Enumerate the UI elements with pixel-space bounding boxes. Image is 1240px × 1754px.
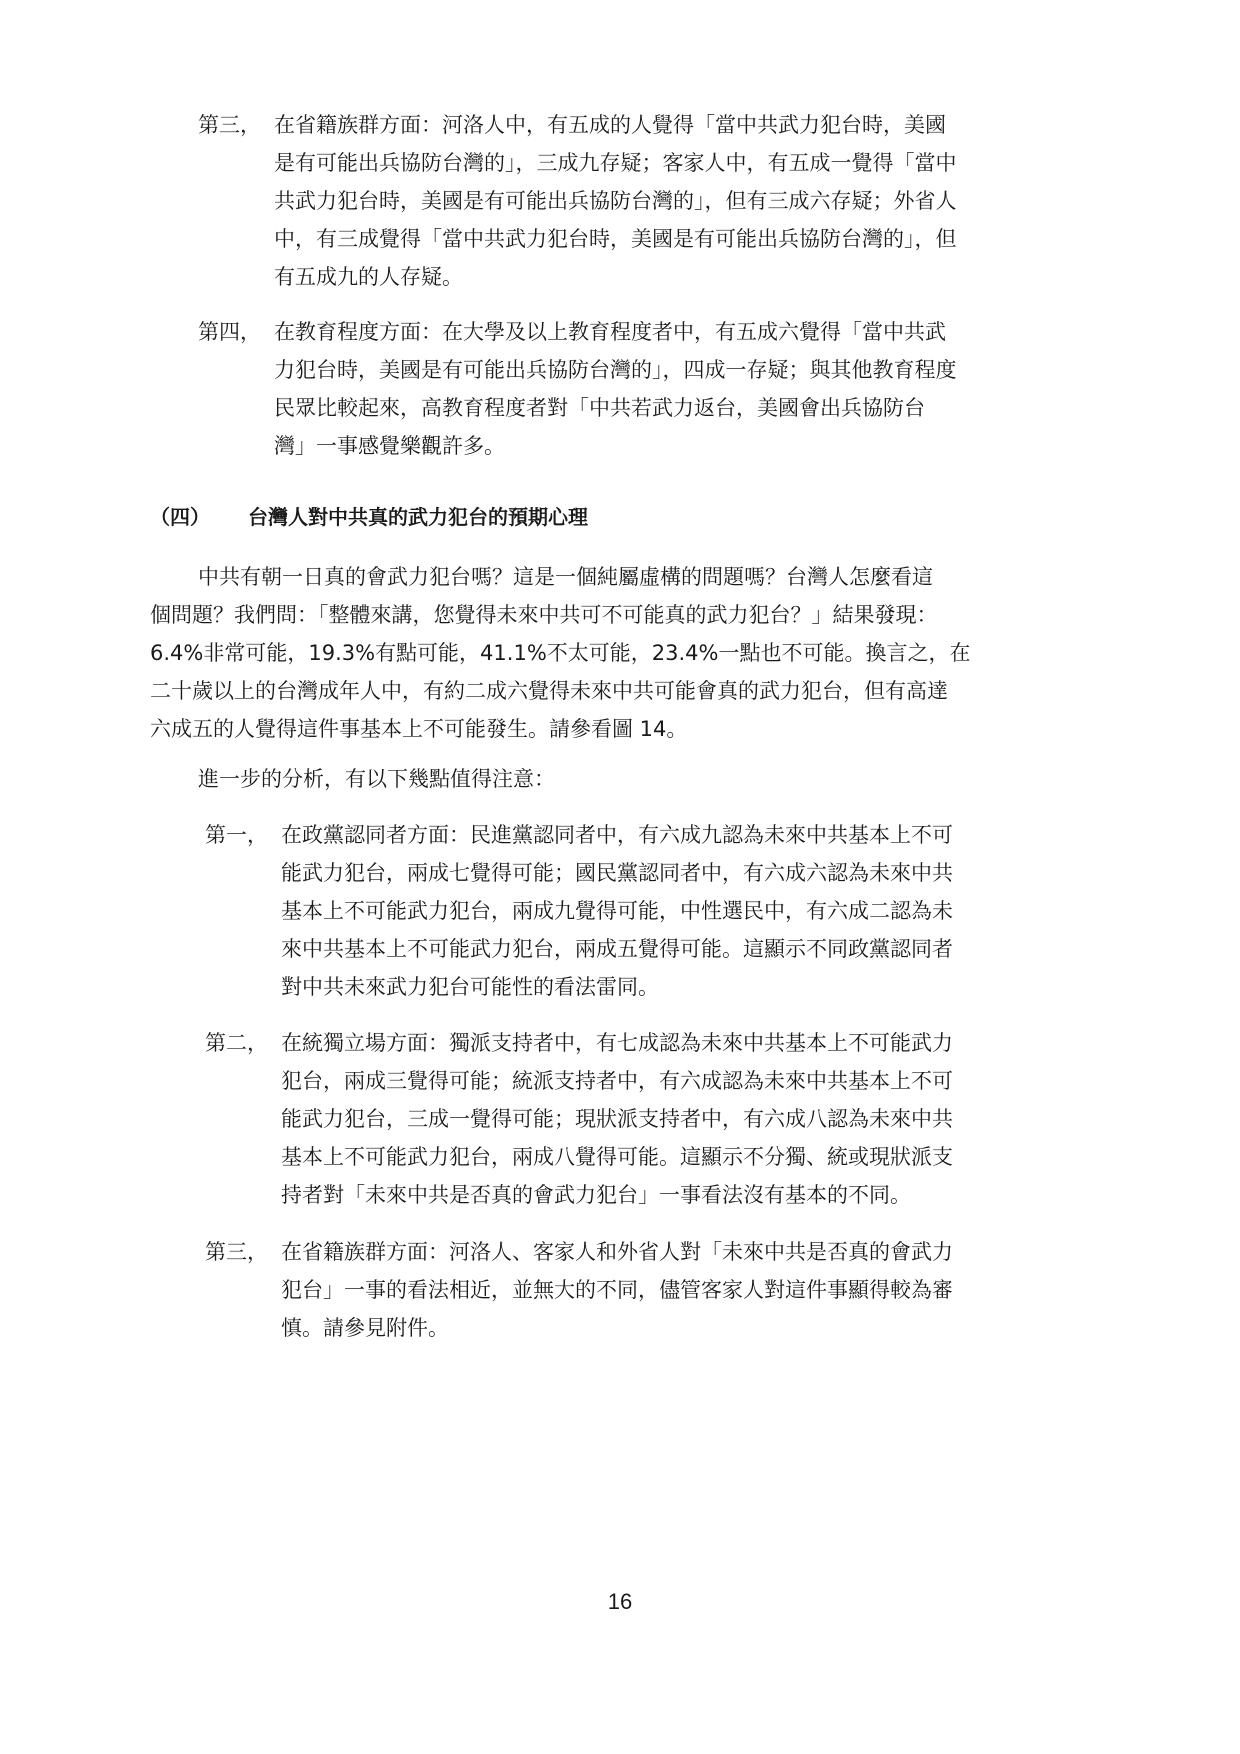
text-line: 在統獨立場方面：獨派支持者中，有七成認為未來中共基本上不可能武力 [281, 1031, 953, 1055]
text-line: 灣」一事感覺樂觀許多。 [274, 434, 505, 458]
text-line: 在省籍族群方面：河洛人中，有五成的人覺得「當中共武力犯台時，美國 [274, 113, 946, 137]
text-line: 能武力犯台，兩成七覺得可能；國民黨認同者中，有六成六認為未來中共 [281, 861, 953, 885]
text-line: 在政黨認同者方面：民進黨認同者中，有六成九認為未來中共基本上不可 [281, 823, 953, 847]
text-line: 個問題？我們問：「整體來講，您覺得未來中共可不可能真的武力犯台？」結果發現： [150, 603, 938, 627]
page-number: 16 [607, 1589, 633, 1614]
text-line: 來中共基本上不可能武力犯台，兩成五覺得可能。這顯示不同政黨認同者 [281, 937, 953, 961]
text-line: 基本上不可能武力犯台，兩成八覺得可能。這顯示不分獨、統或現狀派支 [281, 1145, 953, 1169]
list-item-s2-third [205, 1233, 1181, 1347]
section-title: 台灣人對中共真的武力犯台的預期心理 [248, 505, 588, 529]
text-line: 持者對「未來中共是否真的會武力犯台」一事看法沒有基本的不同。 [281, 1183, 911, 1207]
text-line: 民眾比較起來，高教育程度者對「中共若武力返台，美國會出兵協防台 [274, 396, 925, 420]
text-line: 在教育程度方面：在大學及以上教育程度者中，有五成六覺得「當中共武 [274, 320, 946, 344]
text-line: 有五成九的人存疑。 [274, 265, 463, 289]
text-line: 是有可能出兵協防台灣的」，三成九存疑；客家人中，有五成一覺得「當中 [274, 151, 957, 175]
section-heading [150, 502, 588, 532]
text-line: 能武力犯台，三成一覺得可能；現狀派支持者中，有六成八認為未來中共 [281, 1107, 953, 1131]
further-analysis-intro [198, 760, 1098, 798]
text-line: 在省籍族群方面：河洛人、客家人和外省人對「未來中共是否真的會武力 [281, 1240, 953, 1264]
section-number: （四） [150, 505, 210, 529]
text-line: 慎。請參見附件。 [281, 1316, 449, 1340]
list-label: 第三， [198, 113, 261, 137]
list-label: 第一， [205, 823, 268, 847]
list-item-s1-fourth [198, 313, 1174, 465]
text-line: 共武力犯台時，美國是有可能出兵協防台灣的」，但有三成六存疑；外省人 [274, 189, 957, 213]
text-line: 中共有朝一日真的會武力犯台嗎？這是一個純屬虛構的問題嗎？台灣人怎麼看這 [198, 565, 933, 589]
list-item-s2-second [205, 1024, 1181, 1214]
text-line: 6.4%非常可能，19.3%有點可能，41.1%不太可能，23.4%一點也不可能。換言之，在 [150, 641, 971, 665]
text-line: 犯台」一事的看法相近，並無大的不同，儘管客家人對這件事顯得較為審 [281, 1278, 953, 1302]
intro-paragraph [150, 558, 1100, 748]
text-line: 進一步的分析，有以下幾點值得注意： [198, 767, 555, 791]
text-line: 基本上不可能武力犯台，兩成九覺得可能，中性選民中，有六成二認為未 [281, 899, 953, 923]
text-line: 六成五的人覺得這件事基本上不可能發生。請參看圖 14。 [150, 717, 688, 741]
list-item-s1-third [198, 106, 1174, 296]
text-line: 力犯台時，美國是有可能出兵協防台灣的」，四成一存疑；與其他教育程度 [274, 358, 957, 382]
text-line: 對中共未來武力犯台可能性的看法雷同。 [281, 975, 659, 999]
list-item-s2-first [205, 816, 1181, 1006]
text-line: 中，有三成覺得「當中共武力犯台時，美國是有可能出兵協防台灣的」，但 [274, 227, 957, 251]
text-line: 犯台，兩成三覺得可能；統派支持者中，有六成認為未來中共基本上不可 [281, 1069, 953, 1093]
list-label: 第三， [205, 1240, 268, 1264]
list-label: 第四， [198, 320, 261, 344]
list-label: 第二， [205, 1031, 268, 1055]
text-line: 二十歲以上的台灣成年人中，有約二成六覺得未來中共可能會真的武力犯台，但有高達 [150, 679, 948, 703]
